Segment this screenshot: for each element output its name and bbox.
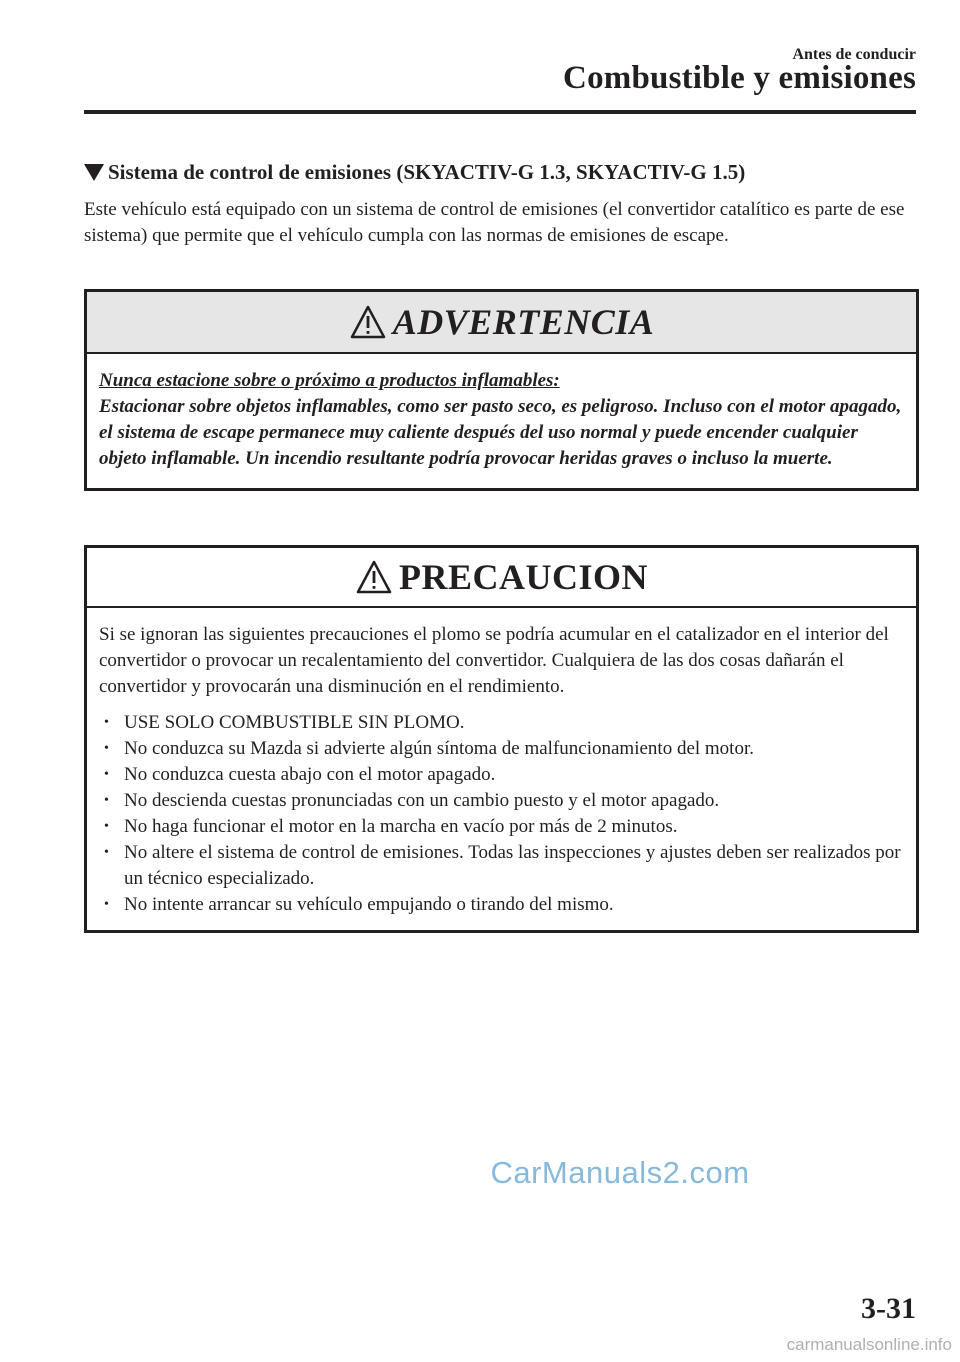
subheading (84, 160, 745, 185)
caution-list (99, 710, 906, 918)
caution-body (87, 608, 916, 930)
warning-label: ADVERTENCIA (392, 302, 655, 342)
watermark: CarManuals2.com (490, 1155, 750, 1190)
warning-heading: Nunca estacione sobre o próximo a productos inflamables: (99, 370, 560, 391)
list-item: • No conduzca su Mazda si advierte algún síntoma de malfuncionamiento del motor. (104, 738, 754, 759)
warning-triangle-icon (355, 559, 393, 595)
warning-text: Estacionar sobre objetos inflamables, como ser pasto seco, es peligroso. Incluso con el motor apagado, el sistema de escape permanece muy caliente después del uso normal y puede encender cualquier objeto inflamable. Un incendio resultante podría provocar heridas graves o incluso la muerte. (99, 396, 902, 469)
subheading-text: Sistema de control de emisiones (SKYACTIV-G 1.3, SKYACTIV-G 1.5) (108, 160, 746, 184)
page-number: 3-31 (861, 1292, 916, 1325)
warning-box (84, 289, 919, 491)
list-item: • USE SOLO COMBUSTIBLE SIN PLOMO. (104, 712, 465, 733)
caution-text: Si se ignoran las siguientes precauciones el plomo se podría acumular en el catalizador en el interior del convertidor o provocar un recalentamiento del convertidor. Cualquiera de las dos cosas dañarán el convertidor y provocarán una disminución en el rendimiento. (99, 624, 889, 697)
section-title: Combustible y emisiones (563, 60, 916, 96)
list-item: • No altere el sistema de control de emisiones. Todas las inspecciones y ajustes deben ser realizados por un técnico especializado. (104, 842, 901, 889)
intro-paragraph: Este vehículo está equipado con un sistema de control de emisiones (el convertidor catalítico es parte de ese sistema) que permite que el vehículo cumpla con las normas de emisiones de escape. (84, 199, 905, 246)
footer-brand: carmanualsonline.info (786, 1335, 952, 1354)
chapter-title: Antes de conducir (792, 46, 916, 63)
caution-header (87, 548, 916, 608)
list-item: • No conduzca cuesta abajo con el motor apagado. (104, 764, 496, 785)
warning-body (87, 354, 916, 488)
warning-header (87, 292, 916, 354)
header-rule (84, 110, 916, 114)
caution-label: PRECAUCION (398, 557, 648, 597)
caution-box (84, 545, 919, 933)
list-item: • No haga funcionar el motor en la marcha en vacío por más de 2 minutos. (104, 816, 678, 837)
warning-triangle-icon (349, 304, 387, 340)
list-item: • No descienda cuestas pronunciadas con un cambio puesto y el motor apagado. (104, 790, 720, 811)
triangle-down-icon (84, 164, 104, 181)
list-item: • No intente arrancar su vehículo empujando o tirando del mismo. (104, 894, 614, 915)
